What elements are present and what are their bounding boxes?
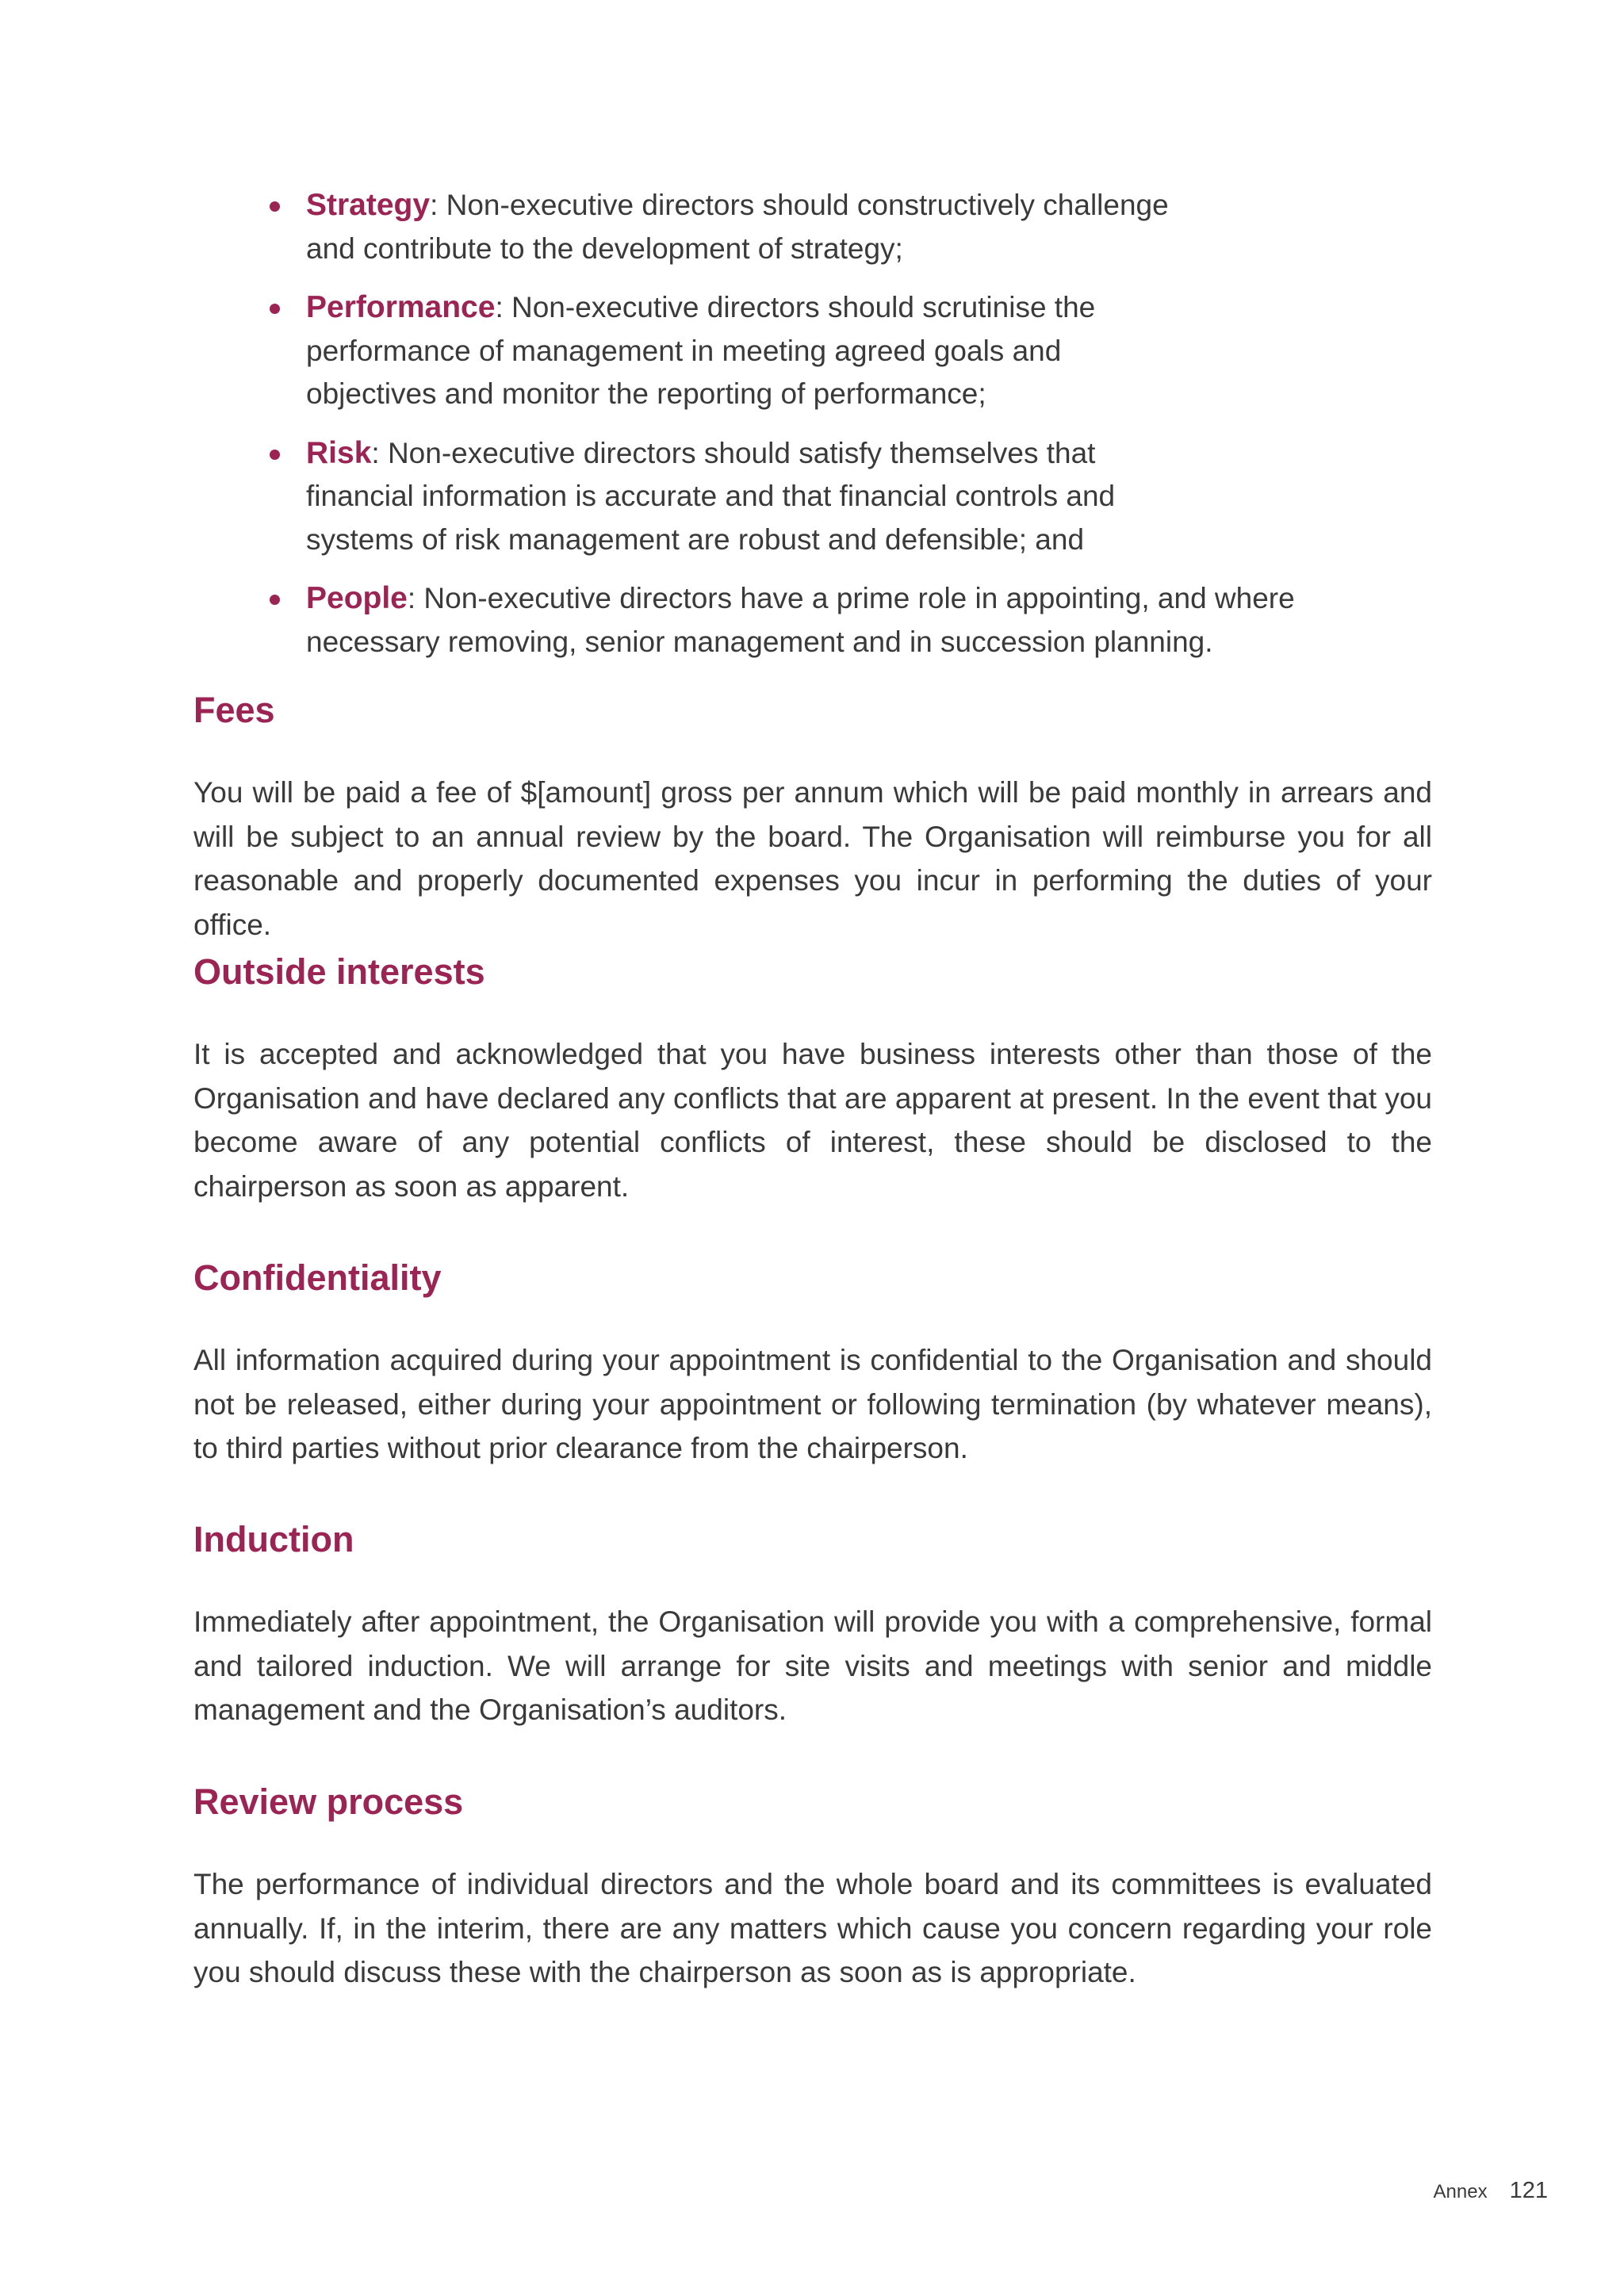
section-heading: Induction — [193, 1519, 354, 1559]
section-fees — [193, 688, 1432, 947]
list-item-term: Performance — [306, 290, 496, 324]
list-item-text: : Non-executive directors should constructively challenge and contribute to the development of strategy; — [306, 189, 1169, 265]
list-item — [270, 432, 1380, 562]
section-outside-interests — [193, 950, 1432, 1208]
list-item-term: People — [306, 581, 408, 615]
bullet-icon — [270, 201, 280, 212]
director-role-list — [270, 184, 1380, 679]
bullet-icon — [270, 450, 280, 460]
section-review-process — [193, 1780, 1432, 1995]
section-heading: Confidentiality — [193, 1257, 442, 1298]
bullet-icon — [270, 304, 280, 314]
section-heading: Review process — [193, 1781, 464, 1822]
section-body: The performance of individual directors and the whole board and its committees is evaluated annually. If, in the interim, there are any matters which cause you concern regarding your role you should discuss these with the chairperson as soon as is appropriate. — [193, 1868, 1432, 1988]
list-item — [270, 184, 1380, 270]
list-item — [270, 286, 1380, 416]
section-body: You will be paid a fee of $[amount] gross per annum which will be paid monthly in arrears and will be subject to an annual review by the board. The Organisation will reimburse you for all reasonable and properly documented expenses you incur in performing the duties of your office. — [193, 776, 1432, 941]
page-number: 121 — [1509, 2178, 1548, 2203]
list-item — [270, 577, 1380, 664]
section-confidentiality — [193, 1256, 1432, 1471]
section-body: All information acquired during your appointment is confidential to the Organisation and should not be released, either during your appointment or following termination (by whatever means), to third parties without prior clearance from the chairperson. — [193, 1344, 1432, 1464]
section-body: Immediately after appointment, the Organisation will provide you with a comprehensive, formal and tailored induction. We will arrange for site visits and meetings with senior and middle management and the Organisation’s auditors. — [193, 1605, 1432, 1726]
list-item-text: : Non-executive directors have a prime role in appointing, and where necessary removing, senior management and in succession planning. — [306, 582, 1295, 658]
list-item-term: Risk — [306, 435, 372, 470]
bullet-icon — [270, 595, 280, 605]
section-body: It is accepted and acknowledged that you have business interests other than those of the Organisation and have declared any conflicts that are apparent at present. In the event that you become aware of any potential conflicts of interest, these should be disclosed to the chairperson as soon as apparent. — [193, 1038, 1432, 1203]
list-item-term: Strategy — [306, 188, 431, 222]
footer-label: Annex — [1433, 2181, 1488, 2202]
section-heading: Fees — [193, 690, 275, 730]
page-footer — [1434, 2178, 1548, 2204]
list-item-text: : Non-executive directors should scrutinise the performance of management in meeting agreed goals and objectives and monitor the reporting of performance; — [306, 291, 1096, 410]
section-heading: Outside interests — [193, 951, 485, 992]
section-induction — [193, 1517, 1432, 1732]
list-item-text: : Non-executive directors should satisfy themselves that financial information is accurate and that financial controls and systems of risk management are robust and defensible; and — [306, 436, 1116, 556]
